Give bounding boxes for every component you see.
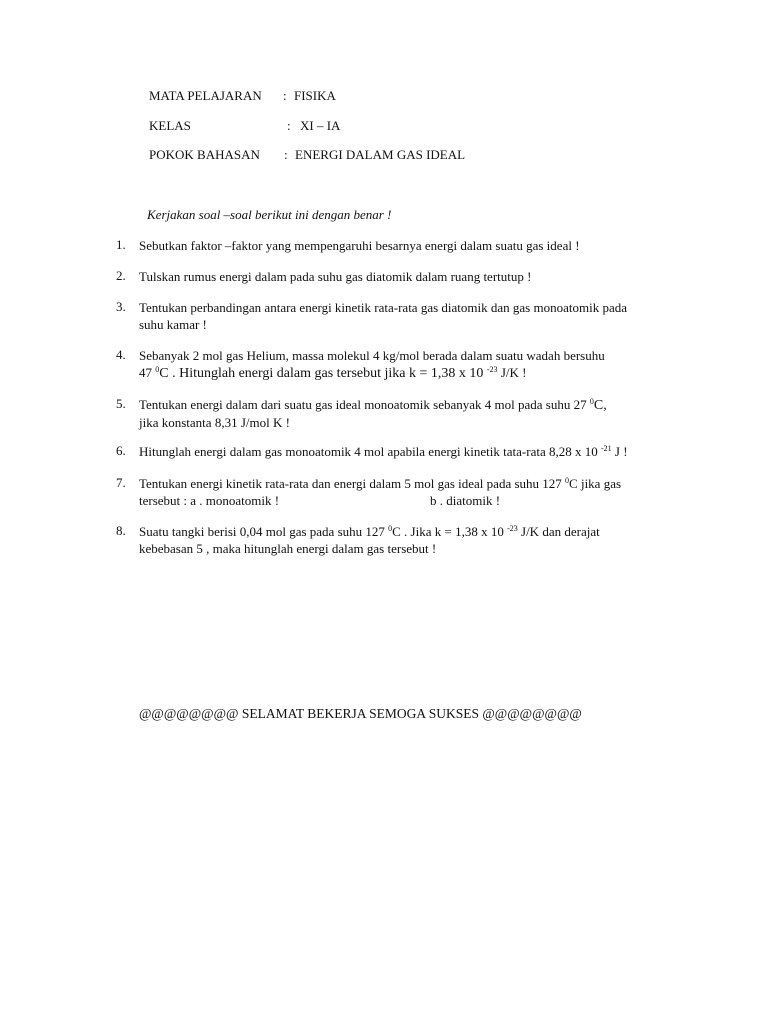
- question-number: 7.: [116, 475, 126, 490]
- question-text: [139, 396, 679, 431]
- question-number: 2.: [116, 268, 126, 283]
- question-number: 3.: [116, 299, 126, 314]
- class-colon: :: [287, 118, 291, 133]
- closing-message: @@@@@@@@ SELAMAT BEKERJA SEMOGA SUKSES @@@@@@@@: [139, 706, 582, 721]
- question-text: [139, 347, 679, 382]
- subject-colon: :: [283, 88, 287, 103]
- question-line: jika konstanta 8,31 J/mol K !: [139, 415, 290, 430]
- topic-label: POKOK BAHASAN: [149, 147, 260, 162]
- question-line: kebebasan 5 , maka hitunglah energi dalam gas tersebut !: [139, 541, 437, 556]
- question-text: [139, 443, 679, 460]
- question-number: 1.: [116, 237, 126, 252]
- question-text: [139, 268, 679, 285]
- topic-colon: :: [284, 147, 288, 162]
- subject-label: MATA PELAJARAN: [149, 88, 262, 103]
- question-line: Suatu tangki berisi 0,04 mol gas pada suhu 127 $^0$C . Jika k = 1,38 x 10 $^{-23}$ J/K dan derajat: [139, 524, 600, 539]
- question-line: suhu kamar !: [139, 317, 207, 332]
- question-text: [139, 237, 679, 254]
- subject-value: FISIKA: [294, 88, 336, 103]
- question-number: 5.: [116, 396, 126, 411]
- superscript: 0: [388, 524, 393, 533]
- question-text: [139, 523, 679, 557]
- class-label: KELAS: [149, 118, 191, 133]
- superscript: 0: [565, 476, 570, 485]
- topic-value: ENERGI DALAM GAS IDEAL: [295, 147, 466, 162]
- superscript: 0: [589, 397, 594, 406]
- question-text: [139, 299, 679, 333]
- question-line: Tulskan rumus energi dalam pada suhu gas diatomik dalam ruang tertutup !: [139, 269, 532, 284]
- superscript: 0: [155, 365, 160, 374]
- instruction-text: Kerjakan soal –soal berikut ini dengan benar !: [147, 207, 392, 222]
- question-line: 47 $^0$C . Hitunglah energi dalam gas tersebut jika k = 1,38 x 10 $^{-23}$ J/K !: [139, 365, 527, 381]
- question-line: Hitunglah energi dalam gas monoatomik 4 mol apabila energi kinetik tata-rata 8,28 x 10 $^{-21}$ J !: [139, 444, 628, 459]
- superscript: -23: [507, 524, 518, 533]
- superscript: -23: [486, 365, 498, 374]
- question-line: Tentukan energi kinetik rata-rata dan energi dalam 5 mol gas ideal pada suhu 127 $^0$C jika gas: [139, 476, 622, 491]
- question-line: Tentukan perbandingan antara energi kinetik rata-rata gas diatomik dan gas monoatomik pada: [139, 300, 627, 315]
- question-line: tersebut : a . monoatomik ! b . diatomik !: [139, 493, 501, 508]
- question-number: 4.: [116, 347, 126, 362]
- superscript: -21: [600, 444, 612, 453]
- question-line: Sebanyak 2 mol gas Helium, massa molekul 4 kg/mol berada dalam suatu wadah bersuhu: [139, 348, 605, 363]
- question-text: [139, 475, 679, 509]
- class-value: XI – IA: [300, 118, 341, 133]
- question-number: 6.: [116, 443, 126, 458]
- question-line: Tentukan energi dalam dari suatu gas ideal monoatomik sebanyak 4 mol pada suhu 27 $^0$C,: [139, 397, 607, 413]
- question-number: 8.: [116, 523, 126, 538]
- question-line: Sebutkan faktor –faktor yang mempengaruhi besarnya energi dalam suatu gas ideal !: [139, 238, 580, 253]
